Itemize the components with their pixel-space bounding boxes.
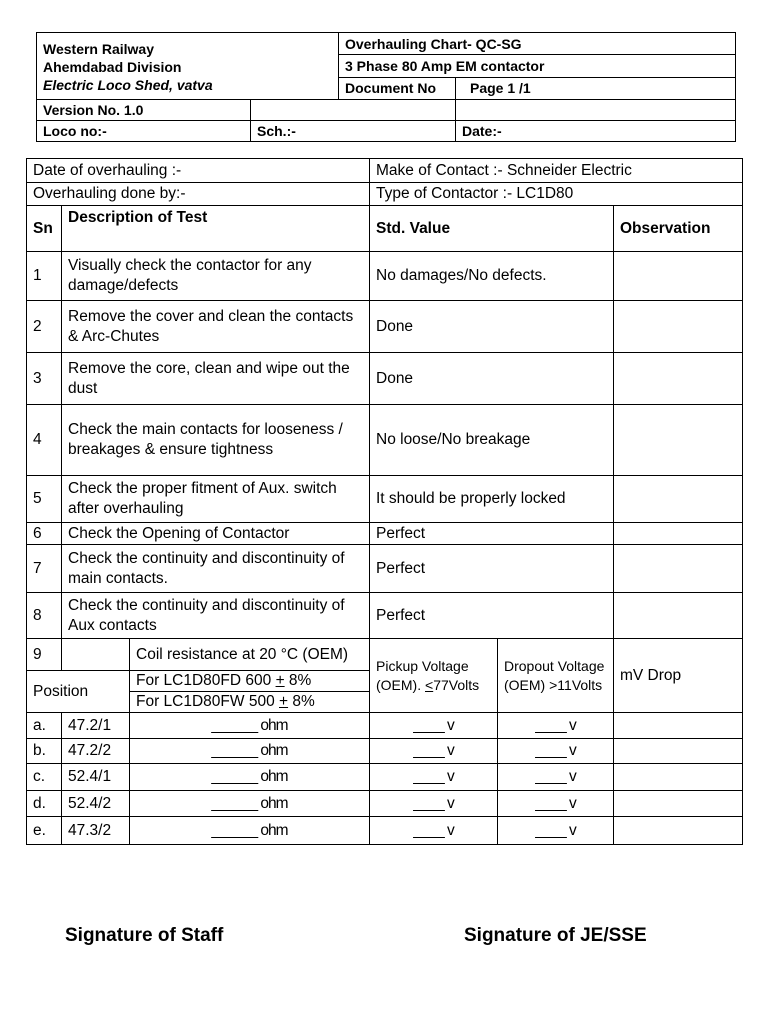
pickup-voltage-input[interactable]: ____ v xyxy=(370,739,498,764)
table-row xyxy=(27,476,743,523)
test-description: Check the Opening of Contactor xyxy=(62,523,370,545)
table-row xyxy=(27,405,743,476)
coil-row xyxy=(27,713,743,739)
std-value: Done xyxy=(370,353,614,405)
overhauling-done-by[interactable]: Overhauling done by:- xyxy=(27,183,370,206)
sn-cell: 2 xyxy=(27,301,62,353)
org-division: Ahemdabad Division xyxy=(43,59,182,75)
equipment-name: 3 Phase 80 Amp EM contactor xyxy=(339,55,736,77)
pickup-voltage-input[interactable]: ____ v xyxy=(370,791,498,817)
sch-field[interactable]: Sch.:- xyxy=(251,121,456,142)
org-shed: Electric Loco Shed, vatva xyxy=(43,77,213,93)
blank-cell xyxy=(456,100,736,121)
document-header xyxy=(36,32,736,142)
coil-row xyxy=(27,764,743,791)
signature-of-je-sse: Signature of JE/SSE xyxy=(464,925,647,946)
sn-cell: 6 xyxy=(27,523,62,545)
version-number: Version No. 1.0 xyxy=(37,100,251,121)
position-value: 47.3/2 xyxy=(62,817,130,845)
fw-spec: For LC1D80FW 500 + 8% xyxy=(130,692,370,713)
std-value: Perfect xyxy=(370,523,614,545)
table-row xyxy=(27,545,743,593)
column-header-std-value: Std. Value xyxy=(370,206,614,252)
page-number: Page 1 /1 xyxy=(456,77,736,99)
table-row xyxy=(27,523,743,545)
mv-drop-input[interactable] xyxy=(614,713,743,739)
table-row xyxy=(27,301,743,353)
sn-cell: 3 xyxy=(27,353,62,405)
test-description: Check the proper fitment of Aux. switch after overhauling xyxy=(62,476,370,523)
type-of-contactor: Type of Contactor :- LC1D80 xyxy=(370,183,743,206)
overhauling-table xyxy=(26,158,743,845)
std-value: Perfect xyxy=(370,593,614,639)
position-value: 52.4/2 xyxy=(62,791,130,817)
sn-cell: 5 xyxy=(27,476,62,523)
make-of-contact: Make of Contact :- Schneider Electric xyxy=(370,159,743,183)
sn-cell: 7 xyxy=(27,545,62,593)
observation-input[interactable] xyxy=(614,353,743,405)
dropout-voltage-input[interactable]: ____ v xyxy=(498,817,614,845)
position-value: 47.2/2 xyxy=(62,739,130,764)
sn-cell: 9 xyxy=(27,639,62,671)
std-value: Done xyxy=(370,301,614,353)
pickup-voltage-input[interactable]: ____ v xyxy=(370,713,498,739)
observation-input[interactable] xyxy=(614,545,743,593)
coil-row xyxy=(27,739,743,764)
plus-minus-sign: + xyxy=(279,693,289,710)
std-value: It should be properly locked xyxy=(370,476,614,523)
dropout-voltage-input[interactable]: ____ v xyxy=(498,713,614,739)
test-description: Remove the core, clean and wipe out the dust xyxy=(62,353,370,405)
position-value: 52.4/1 xyxy=(62,764,130,791)
fd-spec: For LC1D80FD 600 + 8% xyxy=(130,671,370,692)
sn-cell: 8 xyxy=(27,593,62,639)
ohm-input[interactable]: ______ ohm xyxy=(130,791,370,817)
std-value: Perfect xyxy=(370,545,614,593)
dropout-voltage-header: Dropout Voltage (OEM) >11Volts xyxy=(498,639,614,713)
position-header: Position xyxy=(27,671,130,713)
observation-input[interactable] xyxy=(614,476,743,523)
observation-input[interactable] xyxy=(614,405,743,476)
table-row xyxy=(27,252,743,301)
row-letter: d. xyxy=(27,791,62,817)
row-letter: c. xyxy=(27,764,62,791)
dropout-voltage-input[interactable]: ____ v xyxy=(498,739,614,764)
blank-cell xyxy=(251,100,456,121)
ohm-input[interactable]: ______ ohm xyxy=(130,764,370,791)
test-description: Check the main contacts for looseness / breakages & ensure tightness xyxy=(62,405,370,476)
mv-drop-input[interactable] xyxy=(614,791,743,817)
test-description: Check the continuity and discontinuity of Aux contacts xyxy=(62,593,370,639)
document-no-label: Document No xyxy=(339,77,456,99)
chart-title: Overhauling Chart- QC-SG xyxy=(339,33,736,55)
pickup-voltage-input[interactable]: ____ v xyxy=(370,764,498,791)
org-name: Western Railway xyxy=(43,41,155,57)
coil-resistance-title: Coil resistance at 20 °C (OEM) xyxy=(130,639,370,671)
mv-drop-header: mV Drop xyxy=(614,639,743,713)
coil-row xyxy=(27,791,743,817)
column-header-observation: Observation xyxy=(614,206,743,252)
organization-cell xyxy=(37,33,339,100)
row-letter: a. xyxy=(27,713,62,739)
position-value: 47.2/1 xyxy=(62,713,130,739)
sn-cell: 1 xyxy=(27,252,62,301)
date-field[interactable]: Date:- xyxy=(456,121,736,142)
observation-input[interactable] xyxy=(614,252,743,301)
table-row xyxy=(27,353,743,405)
test-description: Remove the cover and clean the contacts & Arc-Chutes xyxy=(62,301,370,353)
dropout-voltage-input[interactable]: ____ v xyxy=(498,764,614,791)
mv-drop-input[interactable] xyxy=(614,739,743,764)
blank-cell xyxy=(62,639,130,671)
pickup-voltage-input[interactable]: ____ v xyxy=(370,817,498,845)
column-header-description: Description of Test xyxy=(62,206,370,252)
signature-of-staff: Signature of Staff xyxy=(65,925,224,946)
date-of-overhauling[interactable]: Date of overhauling :- xyxy=(27,159,370,183)
column-header-sn: Sn xyxy=(27,206,62,252)
sn-cell: 4 xyxy=(27,405,62,476)
dropout-voltage-input[interactable]: ____ v xyxy=(498,791,614,817)
loco-no-field[interactable]: Loco no:- xyxy=(37,121,251,142)
less-than-sign: < xyxy=(425,676,434,693)
coil-row xyxy=(27,817,743,845)
test-description: Check the continuity and discontinuity of main contacts. xyxy=(62,545,370,593)
plus-minus-sign: + xyxy=(275,672,285,689)
mv-drop-input[interactable] xyxy=(614,817,743,845)
row-letter: b. xyxy=(27,739,62,764)
ohm-input[interactable]: ______ ohm xyxy=(130,713,370,739)
observation-input[interactable] xyxy=(614,301,743,353)
row-letter: e. xyxy=(27,817,62,845)
ohm-input[interactable]: ______ ohm xyxy=(130,817,370,845)
ohm-input[interactable]: ______ ohm xyxy=(130,739,370,764)
pickup-voltage-header: Pickup Voltage (OEM). <77Volts xyxy=(370,639,498,713)
std-value: No damages/No defects. xyxy=(370,252,614,301)
observation-input[interactable] xyxy=(614,593,743,639)
observation-input[interactable] xyxy=(614,523,743,545)
std-value: No loose/No breakage xyxy=(370,405,614,476)
mv-drop-input[interactable] xyxy=(614,764,743,791)
test-description: Visually check the contactor for any damage/defects xyxy=(62,252,370,301)
table-row xyxy=(27,593,743,639)
